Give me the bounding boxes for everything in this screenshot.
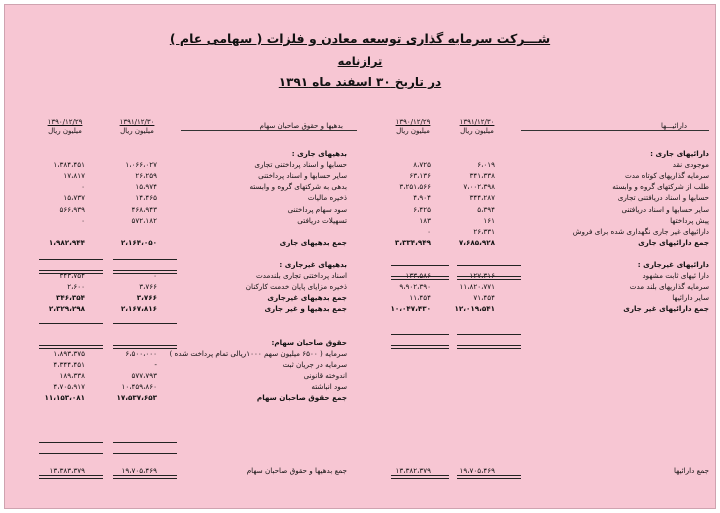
liability-row (5, 248, 715, 259)
row-label: دارائیهای غیرجاری : (637, 260, 709, 269)
assets-current-subtotal-line-b (391, 265, 449, 266)
row-label: سرمایه گذاریهای بلند مدت (629, 282, 709, 292)
value-1391: ۱۷،۵۳۷،۶۵۳ (116, 393, 157, 403)
liability-row (5, 170, 715, 181)
liability-row (5, 292, 715, 303)
col-unit: میلیون ریال (396, 127, 430, 135)
value-1391: ۲،۱۶۷،۸۱۶ (120, 304, 157, 314)
equity-total-line-b (39, 453, 103, 454)
value-1390: ۳،۳۳۴،۹۴۹ (394, 237, 431, 247)
equity-subtotal-line-b (39, 442, 103, 443)
value-1391: ۱۹،۷۰۵،۴۶۹ (459, 466, 495, 475)
liability-row (5, 181, 715, 192)
value-1391: ۲۶،۳۳۱ (473, 226, 495, 236)
value-1390: ۶،۴۲۵ (413, 204, 431, 214)
liability-row (5, 159, 715, 170)
report-date: در تاریخ ۳۰ اسفند ماه ۱۳۹۱ (278, 75, 442, 89)
row-label: جمع دارائیهای غیر جاری (623, 304, 709, 314)
row-label: سرمایه گذاریهای کوتاه مدت (624, 171, 709, 181)
assets-current-total-line-b (391, 276, 449, 280)
value-1390: ٠ (81, 182, 85, 192)
row-label: حسابها و اسناد پرداختنی تجاری (254, 160, 347, 170)
value-1391: ٠ (153, 271, 157, 281)
liability-row (5, 303, 715, 314)
value-1391: ۷۱،۴۵۴ (473, 293, 495, 303)
balance-sheet-page (4, 4, 716, 509)
liability-row (5, 370, 715, 381)
row-label: جمع بدهیهای جاری (279, 237, 347, 247)
row-label: جمع بدهیها و حقوق صاحبان سهام (246, 466, 347, 475)
equity-subtotal-line-a (113, 442, 177, 443)
value-1390: ۱۰،۰۴۷،۴۳۰ (390, 304, 431, 314)
assets-noncurrent-subtotal-line-b (391, 334, 449, 335)
value-1390: ۸،۷۲۵ (413, 160, 431, 170)
liability-row (5, 337, 715, 348)
col-unit: میلیون ریال (120, 127, 154, 135)
col-date: ۱۳۹۱/۱۲/۳۰ (119, 118, 155, 126)
liability-row (5, 326, 715, 337)
value-1391: ۳۴۴،۲۸۷ (469, 193, 495, 203)
liab-total-line-a (113, 345, 177, 349)
value-1390: ۱۸۹،۳۳۸ (59, 371, 85, 380)
row-label: جمع دارائیها (673, 466, 709, 475)
liab-current-subtotal-line-a (113, 259, 177, 260)
liability-row (5, 237, 715, 248)
value-1391: ۱۴،۴۶۵ (135, 193, 157, 203)
row-label: اندوخته قانونی (303, 371, 347, 380)
value-1390: ۲،۳۲۹،۲۹۸ (48, 304, 85, 314)
report-title: ترازنامه (337, 54, 383, 68)
value-1390: ۱۷،۸۱۷ (63, 171, 85, 181)
liability-row (5, 215, 715, 226)
value-1391: ۱۱،۸۲۰،۷۷۱ (459, 282, 495, 292)
liability-row (5, 204, 715, 215)
liability-row (5, 381, 715, 392)
liability-row (5, 148, 715, 159)
value-1390: ۶۳،۱۳۶ (409, 171, 431, 181)
col-date: ۱۳۹۰/۱۲/۲۹ (47, 118, 83, 126)
value-1390: ۴،۹۰۴ (413, 193, 431, 203)
liab-current-subtotal-line-b (39, 259, 103, 260)
row-label: تسهیلات دریافتی (297, 215, 347, 225)
value-1390: ۳۴۶،۳۵۴ (55, 293, 85, 303)
grand-total-line-liab-b (39, 475, 103, 479)
value-1390: ۱،۳۸۴،۴۵۱ (53, 160, 85, 170)
row-label: ذخیره مالیات (307, 193, 347, 203)
assets-noncurrent-subtotal-line-a (457, 334, 521, 335)
value-1391: ۳،۷۶۶ (139, 282, 157, 292)
col-1391-assets (447, 118, 507, 136)
row-label: سرمایه ( ۶۵۰۰ میلیون سهم ۱۰۰۰ریالی تمام پرداخت شده ) (169, 348, 347, 358)
liability-row (5, 392, 715, 403)
col-unit: میلیون ریال (460, 127, 494, 135)
value-1391: ۳۴۱،۳۳۸ (469, 171, 495, 181)
value-1390: ۴،۳۴۴،۴۵۱ (53, 359, 85, 369)
liability-row (5, 281, 715, 292)
value-1391: ۷،۶۸۵،۹۲۸ (458, 237, 495, 247)
value-1390: ۱۳،۳۸۲،۳۷۹ (395, 466, 431, 475)
row-label: موجودی نقد (672, 160, 709, 170)
liab-noncurrent-subtotal-line-b (39, 323, 103, 324)
value-1391: ۱۹،۷۰۵،۴۶۹ (121, 466, 157, 475)
row-label: جمع بدهیهای غیرجاری (267, 293, 347, 303)
company-title: شـــرکت سرمایه گذاری توسعه معادن و فلزات ( سهامی عام ) (169, 31, 551, 46)
liability-row (5, 226, 715, 237)
row-label: ذخیره مزایای پایان خدمت کارکنان (245, 282, 347, 292)
equity-total-line-a (113, 453, 177, 454)
value-1391: ۵۷۷،۷۹۳ (131, 371, 157, 380)
col-1390-liab (33, 118, 97, 136)
liability-row (5, 315, 715, 326)
value-1391: ۶،۰۱۹ (477, 160, 495, 170)
liab-noncurrent-subtotal-line-a (113, 323, 177, 324)
col-1391-liab (105, 118, 169, 136)
grand-total-line-assets-a (457, 475, 521, 479)
liability-row (5, 270, 715, 281)
value-1390: ۴،۷۰۵،۹۱۷ (53, 382, 85, 392)
assets-noncurrent-total-line-a (457, 345, 521, 349)
row-label: اسناد پرداختنی تجاری بلندمدت (255, 271, 347, 281)
row-label: جمع دارائیهای جاری (638, 237, 709, 247)
row-label: دارائیهای جاری : (650, 149, 709, 158)
grand-total-line-liab-a (113, 475, 177, 479)
row-label: سایر حسابها و اسناد دریافتنی (621, 204, 709, 214)
value-1390: ۱۳۳،۵۸۶ (405, 271, 431, 281)
value-1390: ۱،۸۹۳،۳۷۵ (53, 348, 85, 358)
value-1390: ۲،۶۰۰ (67, 282, 85, 292)
value-1391: ۵،۳۹۴ (477, 204, 495, 214)
value-1391: ۱۲،۰۱۹،۵۴۱ (454, 304, 495, 314)
value-1390: ۱۳،۳۸۳،۳۷۹ (49, 466, 85, 475)
liab-column-header: بدهیها و حقوق صاحبان سهام (259, 122, 343, 130)
value-1390: ٠ (427, 226, 431, 236)
row-label: بدهیهای غیرجاری : (279, 260, 347, 269)
row-label: جمع بدهیها و غیر جاری (264, 304, 347, 314)
value-1391: ۱۵،۹۷۴ (135, 182, 157, 192)
assets-current-total-line-a (457, 276, 521, 280)
row-label: بدهیهای جاری : (291, 149, 347, 158)
row-label: طلب از شرکتهای گروه و وابسته (612, 182, 709, 192)
liability-row (5, 359, 715, 370)
value-1391: ۶،۵۰۰،۰۰۰ (125, 348, 157, 358)
liability-row (5, 192, 715, 203)
assets-column-header: دارائیـــها (661, 122, 687, 130)
liability-row (5, 259, 715, 270)
row-label: پیش پرداختها (670, 215, 709, 225)
liab-current-total-line-a (113, 270, 177, 274)
value-1391: ۱،۰۶۶،۰۲۷ (125, 160, 157, 170)
value-1391: - (154, 359, 157, 369)
row-label: دارا ئیهای ثابت مشهود (642, 271, 709, 281)
value-1391: ۱۲۷،۳۱۶ (469, 271, 495, 281)
col-date: ۱۳۹۱/۱۲/۳۰ (459, 118, 495, 126)
assets-noncurrent-total-line-b (391, 345, 449, 349)
liab-current-total-line-b (39, 270, 103, 274)
value-1390: ۱۸۳ (419, 215, 431, 225)
row-label: سود سهام پرداختنی (287, 204, 347, 214)
row-label: دارائیهای غیر جاری نگهداری شده برای فروش (572, 226, 709, 236)
col-date: ۱۳۹۰/۱۲/۲۹ (395, 118, 431, 126)
row-label: سایر دارائیها (672, 293, 709, 303)
liab-header-rule (181, 130, 357, 131)
row-label: سود انباشته (311, 382, 347, 392)
value-1391: ۱۶۱ (483, 215, 495, 225)
row-label: بدهی به شرکتهای گروه و وابسته (249, 182, 347, 192)
value-1390: ۵۶۶،۹۳۹ (59, 204, 85, 214)
value-1390: ۱۵،۷۳۷ (63, 193, 85, 203)
value-1391: ۴۶۸،۹۴۳ (131, 204, 157, 214)
col-unit: میلیون ریال (48, 127, 82, 135)
row-label: جمع حقوق صاحبان سهام (256, 393, 347, 403)
value-1391: ۷،۰۰۲،۳۹۸ (463, 182, 495, 192)
value-1391: ۲،۱۶۴،۰۵۰ (120, 237, 157, 247)
assets-header-rule (521, 130, 709, 131)
value-1391: ۱۰،۴۵۹،۸۶۰ (121, 382, 157, 392)
row-label: حسابها و اسناد دریافتنی تجاری (617, 193, 709, 203)
value-1390: ۹،۹۰۲،۳۹۰ (399, 282, 431, 292)
col-1390-assets (383, 118, 443, 136)
row-label: سایر حسابها و اسناد پرداختنی (258, 171, 347, 181)
value-1390: ٠ (81, 215, 85, 225)
value-1390: ۱۱،۴۵۴ (409, 293, 431, 303)
value-1390: ۳،۲۵۱،۵۶۶ (399, 182, 431, 192)
value-1390: ۳۴۳،۷۵۴ (59, 271, 85, 281)
value-1391: ۵۷۲،۱۸۲ (131, 215, 157, 225)
liability-row (5, 465, 715, 476)
value-1390: ۱۱،۱۵۳،۰۸۱ (44, 393, 85, 403)
value-1391: ۳،۷۶۶ (136, 293, 157, 303)
value-1390: ۱،۹۸۲،۹۴۴ (48, 237, 85, 247)
liability-row (5, 348, 715, 359)
value-1391: ۲۶،۲۵۹ (135, 171, 157, 181)
assets-current-subtotal-line-a (457, 265, 521, 266)
liab-total-line-b (39, 345, 103, 349)
grand-total-line-assets-b (391, 475, 449, 479)
row-label: سرمایه در جریان ثبت (282, 359, 347, 369)
row-label: حقوق صاحبان سهام: (271, 337, 347, 347)
